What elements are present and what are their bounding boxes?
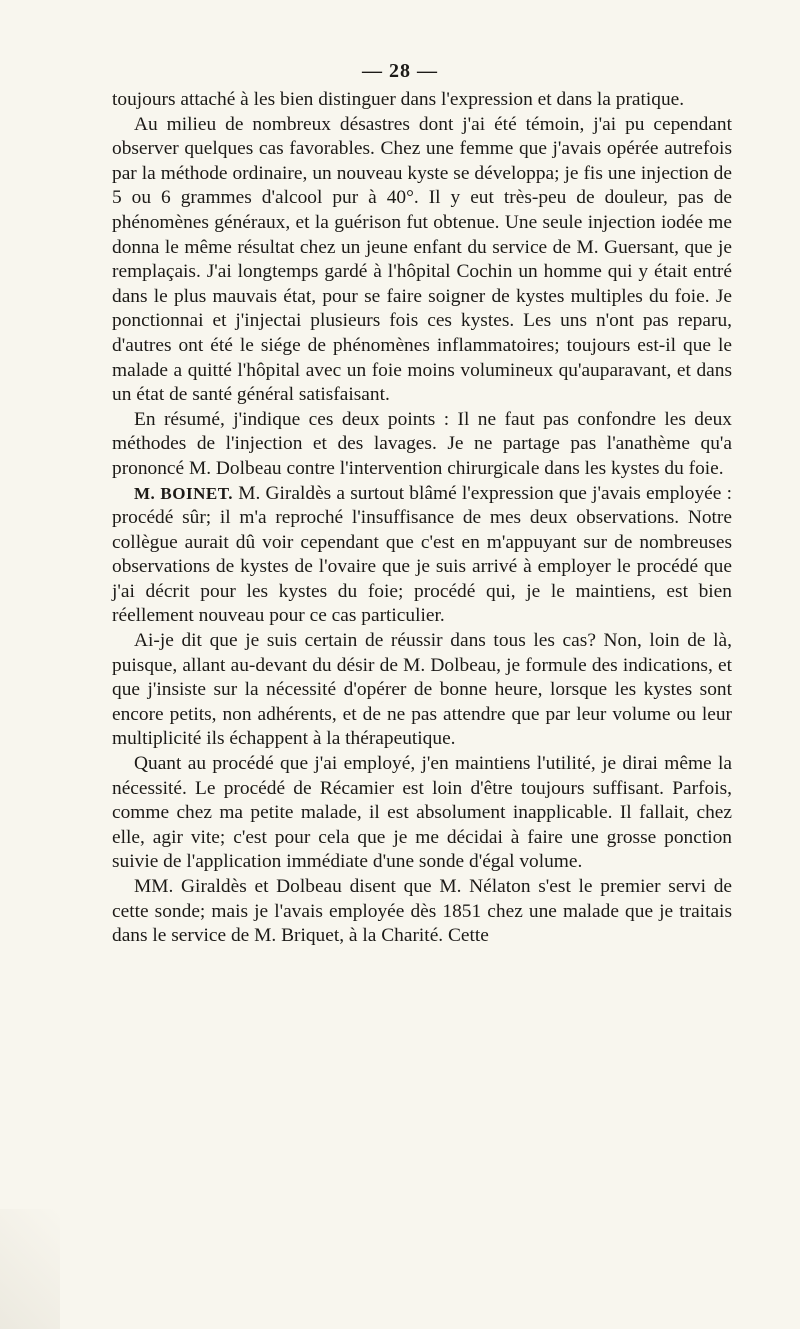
body-text bbox=[112, 88, 732, 949]
paragraph-indications: Ai-je dit que je suis certain de réussir dans tous les cas? Non, loin de là, puisque, allant au-devant du désir de M. Dolbeau, je formule des indications, et que j'insiste sur la nécessité d'opérer de bonne heure, lorsque les kystes sont encore petits, non adhérents, et de ne pas attendre que par leur volume ou leur multiplicité ils échappent à la thérapeutique. bbox=[112, 630, 732, 750]
paragraph-procedure: Quant au procédé que j'ai employé, j'en maintiens l'utilité, je dirai même la nécessité. Le procédé de Récamier est loin d'être toujours suffisant. Parfois, comme chez ma petite malade, il est absolument inapplicable. Il fallait, chez elle, agir vite; c'est pour cela que je me décidai à faire une grosse ponction suivie de l'application immédiate d'une sonde d'égal volume. bbox=[112, 753, 732, 873]
paragraph-summary: En résumé, j'indique ces deux points : Il ne faut pas confondre les deux méthodes de l'injection et des lavages. Je ne partage pas l'anathème qu'a prononcé M. Dolbeau contre l'intervention chirurgicale dans les kystes du foie. bbox=[112, 408, 732, 479]
paragraph-boinet-text: M. Giraldès a surtout blâmé l'expression que j'avais employée : procédé sûr; il m'a reproché l'insuffisance de mes deux observations. Notre collègue aurait dû voir cependant que c'est en m'appuyant sur de nombreuses observations de kystes de l'ovaire que je suis arrivé à employer le procédé que j'ai décrit pour les kystes du foie; procédé qui, je le maintiens, est bien réellement nouveau pour ce cas particulier. bbox=[112, 482, 732, 627]
page-number: — 28 — bbox=[362, 60, 438, 82]
speaker-name: M. BOINET. bbox=[134, 483, 234, 503]
paragraph-continuation: toujours attaché à les bien distinguer dans l'expression et dans la pratique. bbox=[112, 89, 685, 110]
paper-stain bbox=[0, 1209, 60, 1329]
paragraph-sonde: MM. Giraldès et Dolbeau disent que M. Nélaton s'est le premier servi de cette sonde; mais je l'avais employée dès 1851 chez une malade que je traitais dans le service de M. Briquet, à la Charité. Cette bbox=[112, 876, 732, 947]
paragraph-cases: Au milieu de nombreux désastres dont j'ai été témoin, j'ai pu cependant observer quelques cas favorables. Chez une femme que j'avais opérée autrefois par la méthode ordinaire, un nouveau kyste se développa; je fis une injection de 5 ou 6 grammes d'alcool pur à 40°. Il y eut très-peu de douleur, pas de phénomènes généraux, et la guérison fut obtenue. Une seule injection iodée me donna le même résultat chez un jeune enfant du service de M. Guersant, que je remplaçais. J'ai longtemps gardé à l'hôpital Cochin un homme qui y était entré dans le plus mauvais état, pour se faire soigner de kystes multiples du foie. Je ponctionnai et j'injectai plusieurs fois ces kystes. Les uns n'ont pas reparu, d'autres ont été le siége de phénomènes inflammatoires; toujours est-il que le malade a quitté l'hôpital avec un foie moins volumineux qu'auparavant, et dans un état de santé général satisfaisant. bbox=[112, 113, 732, 406]
paragraph-boinet bbox=[112, 482, 732, 630]
